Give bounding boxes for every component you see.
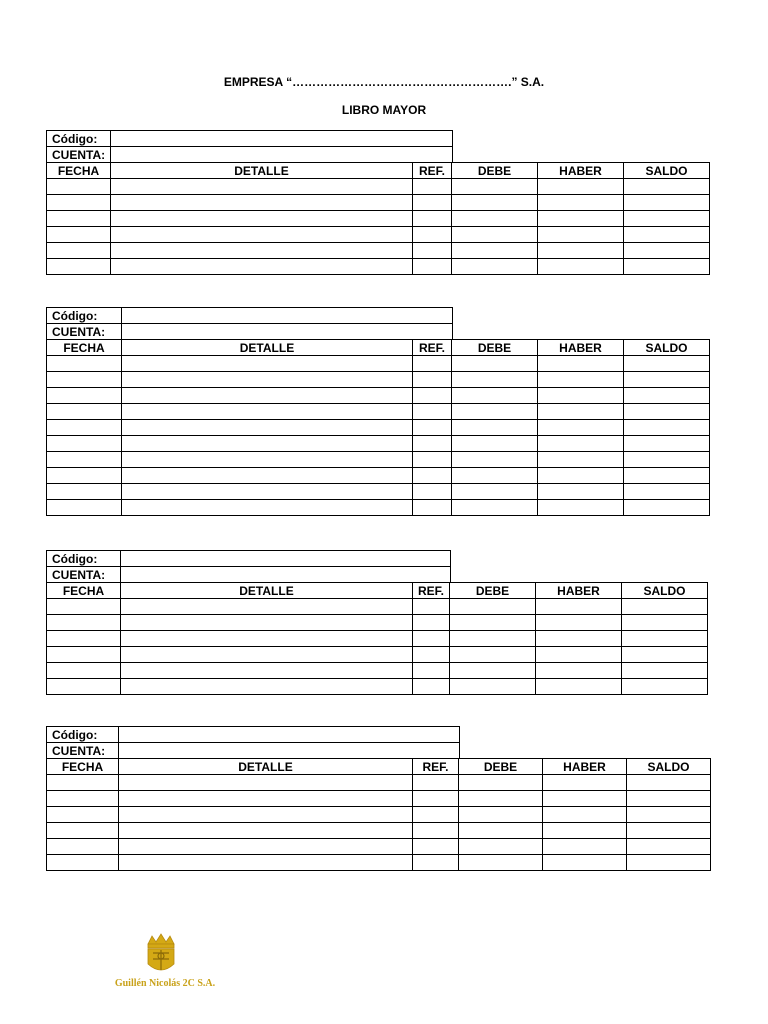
haber-cell[interactable] [536,663,622,679]
debe-cell[interactable] [459,791,543,807]
table-row [47,484,710,500]
table-row [47,679,708,695]
column-header-ref: REF. [413,163,452,179]
table-row [47,227,710,243]
detalle-cell[interactable] [122,420,413,436]
detalle-cell[interactable] [122,404,413,420]
detalle-cell[interactable] [121,615,413,631]
table-row [47,452,710,468]
debe-cell[interactable] [452,243,538,259]
column-header-debe: DEBE [452,340,538,356]
saldo-cell[interactable] [624,420,710,436]
fecha-cell[interactable] [47,404,122,420]
ref-cell[interactable] [413,227,452,243]
ref-cell[interactable] [413,791,459,807]
detalle-cell[interactable] [119,775,413,791]
fecha-cell[interactable] [47,647,121,663]
saldo-cell[interactable] [627,791,711,807]
fecha-cell[interactable] [47,823,119,839]
saldo-cell[interactable] [624,388,710,404]
ledger-grid [46,582,708,695]
debe-cell[interactable] [450,599,536,615]
haber-cell[interactable] [536,679,622,695]
codigo-label: Código: [47,308,122,324]
debe-cell[interactable] [452,259,538,275]
saldo-cell[interactable] [624,484,710,500]
account-header-table [46,550,451,583]
ref-cell[interactable] [413,855,459,871]
haber-cell[interactable] [538,195,624,211]
saldo-cell[interactable] [624,243,710,259]
detalle-cell[interactable] [122,500,413,516]
saldo-cell[interactable] [624,500,710,516]
saldo-cell[interactable] [624,211,710,227]
debe-cell[interactable] [452,227,538,243]
table-row [47,195,710,211]
fecha-cell[interactable] [47,211,111,227]
saldo-cell[interactable] [627,823,711,839]
debe-cell[interactable] [450,615,536,631]
column-header-haber: HABER [543,759,627,775]
debe-cell[interactable] [459,823,543,839]
ref-cell[interactable] [413,807,459,823]
cuenta-field[interactable] [122,324,453,340]
table-row [47,372,710,388]
column-header-fecha: FECHA [47,340,122,356]
debe-cell[interactable] [459,839,543,855]
ref-cell[interactable] [413,404,452,420]
haber-cell[interactable] [538,436,624,452]
fecha-cell[interactable] [47,468,122,484]
detalle-cell[interactable] [121,663,413,679]
saldo-cell[interactable] [622,663,708,679]
crown-shield-icon [100,932,230,978]
debe-cell[interactable] [452,179,538,195]
table-row [47,388,710,404]
book-title: LIBRO MAYOR [341,103,427,117]
ref-cell[interactable] [413,500,452,516]
ref-cell[interactable] [413,420,452,436]
detalle-cell[interactable] [119,855,413,871]
ref-cell[interactable] [413,631,450,647]
fecha-cell[interactable] [47,855,119,871]
column-header-saldo: SALDO [627,759,711,775]
codigo-field[interactable] [122,308,453,324]
cuenta-label: CUENTA: [47,324,122,340]
detalle-cell[interactable] [119,791,413,807]
fecha-cell[interactable] [47,679,121,695]
fecha-cell[interactable] [47,420,122,436]
debe-cell[interactable] [452,484,538,500]
detalle-cell[interactable] [121,631,413,647]
detalle-cell[interactable] [111,179,413,195]
saldo-cell[interactable] [624,372,710,388]
debe-cell[interactable] [459,775,543,791]
column-header-fecha: FECHA [47,759,119,775]
debe-cell[interactable] [452,420,538,436]
saldo-cell[interactable] [624,195,710,211]
ledger-block-4 [46,726,711,871]
haber-cell[interactable] [538,243,624,259]
haber-cell[interactable] [538,484,624,500]
fecha-cell[interactable] [47,775,119,791]
table-row [47,839,711,855]
ref-cell[interactable] [413,259,452,275]
saldo-cell[interactable] [622,599,708,615]
ref-cell[interactable] [413,679,450,695]
column-header-ref: REF. [413,340,452,356]
saldo-cell[interactable] [627,855,711,871]
ref-cell[interactable] [413,484,452,500]
saldo-cell[interactable] [624,259,710,275]
debe-cell[interactable] [452,500,538,516]
column-header-haber: HABER [538,340,624,356]
table-row [47,807,711,823]
debe-cell[interactable] [452,372,538,388]
column-header-saldo: SALDO [624,163,710,179]
account-header-table [46,130,453,163]
ref-cell[interactable] [413,468,452,484]
ref-cell[interactable] [413,452,452,468]
fecha-cell[interactable] [47,599,121,615]
company-logo [100,932,230,992]
haber-cell[interactable] [536,631,622,647]
fecha-cell[interactable] [47,663,121,679]
detalle-cell[interactable] [122,484,413,500]
debe-cell[interactable] [459,855,543,871]
column-header-saldo: SALDO [624,340,710,356]
ref-cell[interactable] [413,663,450,679]
fecha-cell[interactable] [47,500,122,516]
haber-cell[interactable] [543,855,627,871]
debe-cell[interactable] [452,404,538,420]
table-row [47,259,710,275]
table-row [47,823,711,839]
ref-cell[interactable] [413,599,450,615]
haber-cell[interactable] [538,452,624,468]
column-header-detalle: DETALLE [119,759,413,775]
ledger-block-3 [46,550,708,695]
detalle-cell[interactable] [119,807,413,823]
cuenta-label: CUENTA: [47,147,111,163]
haber-cell[interactable] [538,227,624,243]
table-row [47,500,710,516]
table-row [47,647,708,663]
column-header-fecha: FECHA [47,163,111,179]
fecha-cell[interactable] [47,791,119,807]
ref-cell[interactable] [413,372,452,388]
column-header-debe: DEBE [450,583,536,599]
table-row [47,179,710,195]
debe-cell[interactable] [450,679,536,695]
fecha-cell[interactable] [47,631,121,647]
haber-cell[interactable] [543,807,627,823]
haber-cell[interactable] [538,468,624,484]
column-header-fecha: FECHA [47,583,121,599]
saldo-cell[interactable] [622,647,708,663]
column-header-haber: HABER [538,163,624,179]
haber-cell[interactable] [536,599,622,615]
detalle-cell[interactable] [121,679,413,695]
account-header-table [46,307,453,340]
fecha-cell[interactable] [47,179,111,195]
saldo-cell[interactable] [622,631,708,647]
fecha-cell[interactable] [47,839,119,855]
column-header-saldo: SALDO [622,583,708,599]
haber-cell[interactable] [538,211,624,227]
haber-cell[interactable] [538,372,624,388]
fecha-cell[interactable] [47,807,119,823]
fecha-cell[interactable] [47,195,111,211]
ref-cell[interactable] [413,436,452,452]
fecha-cell[interactable] [47,356,122,372]
debe-cell[interactable] [452,468,538,484]
haber-cell[interactable] [543,839,627,855]
debe-cell[interactable] [452,356,538,372]
fecha-cell[interactable] [47,452,122,468]
table-row [47,855,711,871]
ref-cell[interactable] [413,211,452,227]
fecha-cell[interactable] [47,372,122,388]
table-row [47,615,708,631]
column-header-detalle: DETALLE [111,163,413,179]
saldo-cell[interactable] [624,436,710,452]
saldo-cell[interactable] [624,404,710,420]
saldo-cell[interactable] [624,356,710,372]
detalle-cell[interactable] [111,195,413,211]
debe-cell[interactable] [450,631,536,647]
saldo-cell[interactable] [622,615,708,631]
detalle-cell[interactable] [122,356,413,372]
debe-cell[interactable] [450,647,536,663]
haber-cell[interactable] [543,775,627,791]
cuenta-field[interactable] [111,147,453,163]
haber-cell[interactable] [538,404,624,420]
codigo-field[interactable] [119,727,460,743]
debe-cell[interactable] [452,211,538,227]
ref-cell[interactable] [413,356,452,372]
table-row [47,631,708,647]
detalle-cell[interactable] [121,599,413,615]
ref-cell[interactable] [413,839,459,855]
fecha-cell[interactable] [47,436,122,452]
codigo-field[interactable] [121,551,451,567]
saldo-cell[interactable] [622,679,708,695]
debe-cell[interactable] [450,663,536,679]
table-row [47,243,710,259]
cuenta-label: CUENTA: [47,567,121,583]
haber-cell[interactable] [538,420,624,436]
column-header-detalle: DETALLE [122,340,413,356]
codigo-label: Código: [47,551,121,567]
haber-cell[interactable] [538,259,624,275]
ref-cell[interactable] [413,823,459,839]
logo-text: Guillén Nicolás 2C S.A. [114,978,216,989]
ledger-block-1 [46,130,710,275]
haber-cell[interactable] [543,791,627,807]
ledger-grid [46,339,710,516]
haber-cell[interactable] [536,615,622,631]
table-row [47,211,710,227]
table-row [47,791,711,807]
table-row [47,663,708,679]
detalle-cell[interactable] [122,468,413,484]
fecha-cell[interactable] [47,484,122,500]
company-title: EMPRESA “……………………………………………….” S.A. [223,75,545,89]
codigo-field[interactable] [111,131,453,147]
codigo-label: Código: [47,727,119,743]
detalle-cell[interactable] [111,227,413,243]
cuenta-field[interactable] [119,743,460,759]
detalle-cell[interactable] [121,647,413,663]
saldo-cell[interactable] [627,807,711,823]
cuenta-field[interactable] [121,567,451,583]
detalle-cell[interactable] [122,452,413,468]
table-row [47,468,710,484]
haber-cell[interactable] [538,388,624,404]
account-header-table [46,726,460,759]
saldo-cell[interactable] [627,839,711,855]
ref-cell[interactable] [413,615,450,631]
saldo-cell[interactable] [624,452,710,468]
saldo-cell[interactable] [624,227,710,243]
column-header-detalle: DETALLE [121,583,413,599]
table-row [47,599,708,615]
debe-cell[interactable] [459,807,543,823]
fecha-cell[interactable] [47,388,122,404]
ref-cell[interactable] [413,195,452,211]
column-header-ref: REF. [413,759,459,775]
debe-cell[interactable] [452,195,538,211]
detalle-cell[interactable] [122,436,413,452]
detalle-cell[interactable] [111,243,413,259]
fecha-cell[interactable] [47,259,111,275]
ref-cell[interactable] [413,243,452,259]
detalle-cell[interactable] [111,259,413,275]
fecha-cell[interactable] [47,227,111,243]
column-header-haber: HABER [536,583,622,599]
table-row [47,420,710,436]
haber-cell[interactable] [538,356,624,372]
fecha-cell[interactable] [47,243,111,259]
debe-cell[interactable] [452,452,538,468]
detalle-cell[interactable] [122,388,413,404]
codigo-label: Código: [47,131,111,147]
ref-cell[interactable] [413,775,459,791]
debe-cell[interactable] [452,388,538,404]
table-row [47,404,710,420]
haber-cell[interactable] [536,647,622,663]
column-header-debe: DEBE [452,163,538,179]
ledger-grid [46,162,710,275]
saldo-cell[interactable] [624,179,710,195]
cuenta-label: CUENTA: [47,743,119,759]
detalle-cell[interactable] [119,839,413,855]
detalle-cell[interactable] [122,372,413,388]
table-row [47,775,711,791]
haber-cell[interactable] [538,179,624,195]
column-header-ref: REF. [413,583,450,599]
detalle-cell[interactable] [111,211,413,227]
ledger-grid [46,758,711,871]
column-header-debe: DEBE [459,759,543,775]
table-row [47,356,710,372]
haber-cell[interactable] [538,500,624,516]
ledger-block-2 [46,307,710,516]
detalle-cell[interactable] [119,823,413,839]
saldo-cell[interactable] [627,775,711,791]
ref-cell[interactable] [413,388,452,404]
ref-cell[interactable] [413,647,450,663]
fecha-cell[interactable] [47,615,121,631]
table-row [47,436,710,452]
haber-cell[interactable] [543,823,627,839]
saldo-cell[interactable] [624,468,710,484]
ref-cell[interactable] [413,179,452,195]
debe-cell[interactable] [452,436,538,452]
